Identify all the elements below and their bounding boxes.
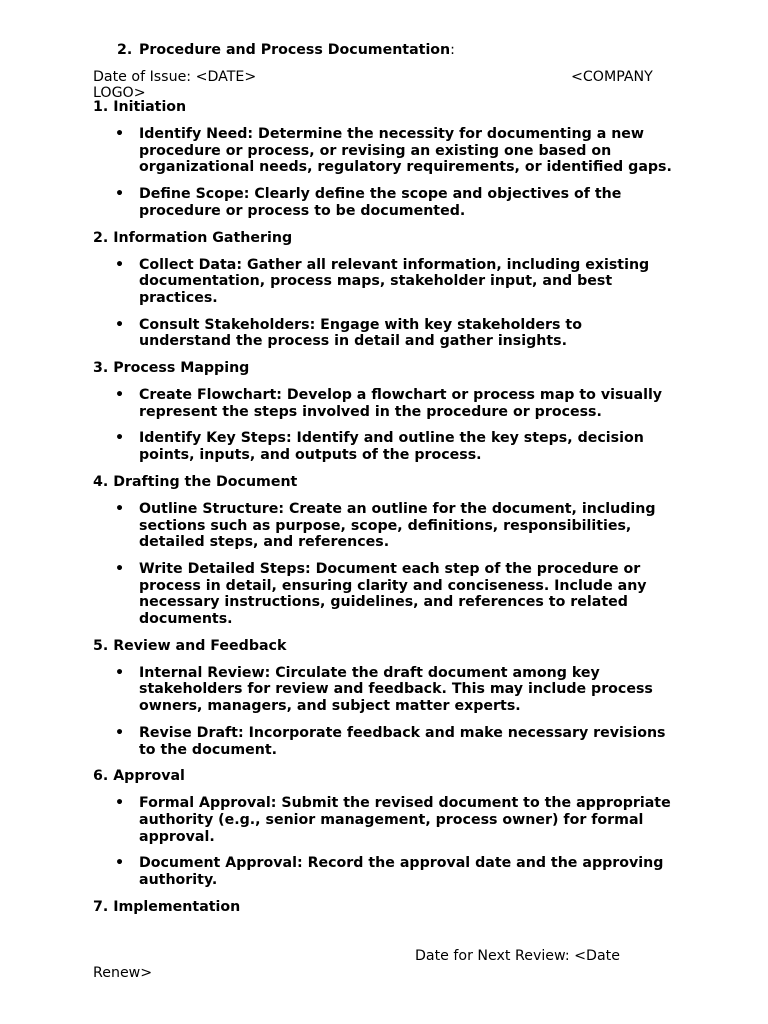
bullet-icon: • bbox=[115, 186, 125, 203]
list-item-text: Identify Key Steps: Identify and outline the key steps, decision points, inputs, and outputs of the process. bbox=[139, 430, 644, 464]
bullet-icon: • bbox=[115, 126, 125, 142]
section-title: 7. Implementation bbox=[93, 898, 241, 915]
next-review-date: Date for Next Review: <Date bbox=[415, 948, 620, 964]
list-item-text: Consult Stakeholders: Engage with key stakeholders to understand the process in detail and gather insights. bbox=[139, 316, 582, 350]
list-item-text: Revise Draft: Incorporate feedback and make necessary revisions to the document. bbox=[139, 724, 666, 758]
bullet-icon: • bbox=[115, 430, 125, 447]
issue-header bbox=[93, 69, 673, 101]
heading-suffix: : bbox=[450, 42, 455, 58]
bullet-icon: • bbox=[115, 560, 125, 577]
date-of-issue: Date of Issue: <DATE> bbox=[93, 69, 257, 85]
section-title: 5. Review and Feedback bbox=[93, 637, 287, 654]
bullet-icon: • bbox=[115, 795, 125, 812]
list-item bbox=[93, 855, 678, 888]
bullet-icon: • bbox=[115, 316, 125, 333]
section-list bbox=[93, 795, 678, 889]
procedure-sections bbox=[93, 99, 678, 926]
next-review-footer bbox=[93, 948, 673, 981]
list-item-text: Outline Structure: Create an outline for the document, including sections such as purpose, scope, definitions, responsibilities, detailed steps, and references. bbox=[139, 500, 656, 551]
list-item-text: Create Flowchart: Develop a flowchart or process map to visually represent the steps involved in the procedure or process. bbox=[139, 387, 663, 420]
section-title: 1. Initiation bbox=[93, 99, 187, 115]
list-item bbox=[93, 501, 678, 551]
heading-title: Procedure and Process Documentation bbox=[139, 42, 451, 58]
section-title: 3. Process Mapping bbox=[93, 360, 250, 377]
list-item bbox=[93, 665, 678, 715]
section-list bbox=[93, 665, 678, 759]
list-item-text: Write Detailed Steps: Document each step of the procedure or process in detail, ensuring clarity and conciseness. Include any necessary instructions, guidelines, and references to related documents. bbox=[139, 560, 647, 628]
list-item-text: Document Approval: Record the approval date and the approving authority. bbox=[139, 855, 664, 889]
section-list bbox=[93, 257, 678, 351]
bullet-icon: • bbox=[115, 664, 125, 681]
list-item bbox=[93, 561, 678, 628]
next-review-date-cont: Renew> bbox=[93, 964, 153, 981]
bullet-icon: • bbox=[115, 855, 125, 872]
section-title: 6. Approval bbox=[93, 768, 185, 785]
company-logo-placeholder: <COMPANY bbox=[571, 69, 653, 85]
list-item bbox=[93, 725, 678, 758]
section-title: 2. Information Gathering bbox=[93, 229, 293, 246]
list-item bbox=[93, 795, 678, 845]
list-item bbox=[93, 126, 678, 176]
list-item bbox=[93, 430, 678, 463]
list-item bbox=[93, 317, 678, 350]
list-item bbox=[93, 257, 678, 307]
bullet-icon: • bbox=[115, 256, 125, 273]
section-title: 4. Drafting the Document bbox=[93, 473, 298, 490]
list-item bbox=[93, 387, 678, 420]
document-heading bbox=[139, 42, 455, 58]
section-list bbox=[93, 387, 678, 464]
bullet-icon: • bbox=[115, 724, 125, 741]
list-item-text: Define Scope: Clearly define the scope and objectives of the procedure or process to be documented. bbox=[139, 186, 622, 219]
list-item-text: Internal Review: Circulate the draft document among key stakeholders for review and feedback. This may include process owners, managers, and subject matter experts. bbox=[139, 664, 653, 715]
list-item-text: Identify Need: Determine the necessity for documenting a new procedure or process, or revising an existing one based on organizational needs, regulatory requirements, or identified gaps. bbox=[139, 126, 672, 176]
section-list bbox=[93, 126, 678, 220]
heading-number: 2. bbox=[117, 42, 133, 58]
list-item-text: Formal Approval: Submit the revised document to the appropriate authority (e.g., senior management, process owner) for formal approval. bbox=[139, 795, 671, 845]
bullet-icon: • bbox=[115, 500, 125, 517]
section-list bbox=[93, 501, 678, 628]
list-item-text: Collect Data: Gather all relevant information, including existing documentation, process maps, stakeholder input, and best practices. bbox=[139, 256, 650, 306]
company-logo-placeholder-cont: LOGO> bbox=[93, 85, 146, 101]
list-item bbox=[93, 186, 678, 219]
bullet-icon: • bbox=[115, 387, 125, 404]
